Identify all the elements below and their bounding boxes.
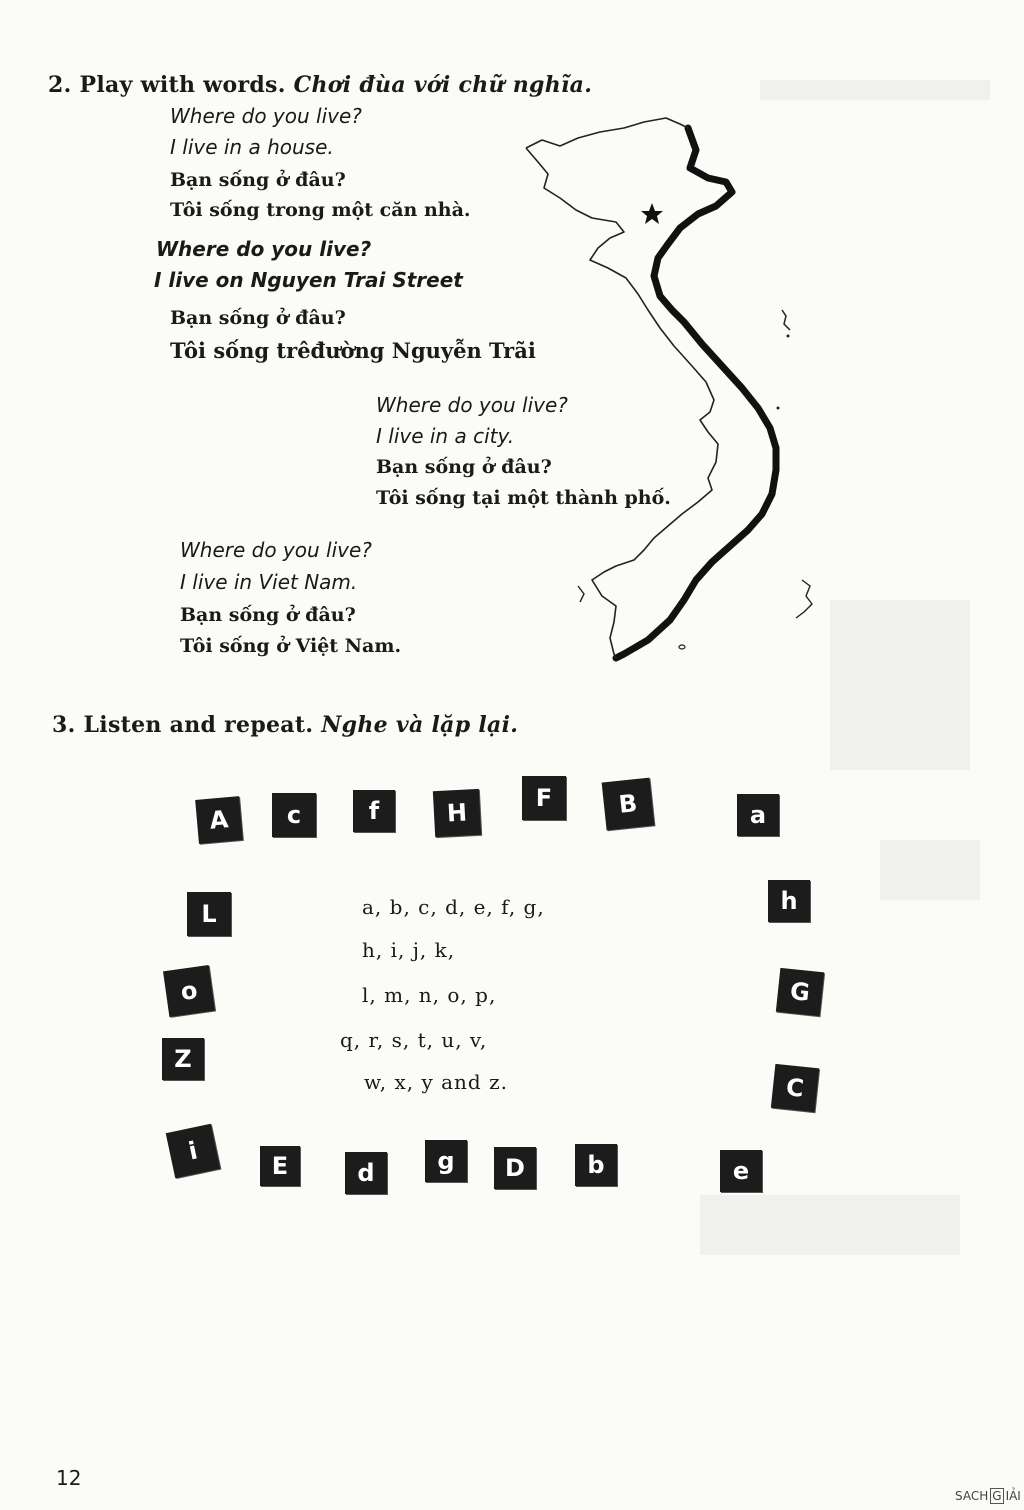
letter-tile: L [187, 892, 231, 936]
letter-tile: H [433, 789, 481, 837]
section-3-title-vi: Nghe và lặp lại. [321, 712, 519, 738]
section-2-title-en: 2. Play with words. [48, 72, 286, 98]
verse-4-question-vi: Bạn sống ở đâu? [180, 604, 356, 626]
letter-tile: D [494, 1147, 536, 1189]
letter-tile: h [768, 880, 810, 922]
letter-tile: B [602, 778, 655, 831]
verse-2-question: Where do you live? [156, 237, 372, 261]
bleed-through-area [880, 840, 980, 900]
section-2-heading [48, 72, 592, 98]
section-3-title-en: 3. Listen and repeat. [52, 712, 314, 738]
bleed-through-area [760, 80, 990, 100]
page-number: 12 [56, 1466, 82, 1490]
bleed-through-area [700, 1195, 960, 1255]
verse-3-question-vi: Bạn sống ở đâu? [376, 456, 552, 478]
letter-tile: Z [162, 1038, 204, 1080]
letter-tile: E [260, 1146, 300, 1186]
letter-tile: G [776, 968, 824, 1016]
verse-1-answer-vi: Tôi sống trong một căn nhà. [170, 199, 471, 221]
watermark-logo [955, 1488, 1021, 1504]
verse-1-answer: I live in a house. [170, 135, 334, 159]
alphabet-line: h, i, j, k, [362, 938, 456, 962]
letter-tile: b [575, 1144, 617, 1186]
watermark-right: IẢI [1005, 1489, 1021, 1503]
letter-tile: a [737, 794, 779, 836]
letter-tile: F [522, 776, 566, 820]
letter-tile: C [771, 1064, 819, 1112]
verse-4-question: Where do you live? [180, 538, 372, 562]
letter-tile: i [166, 1124, 221, 1179]
watermark-box: G [992, 1489, 1002, 1503]
letter-tile: f [353, 790, 395, 832]
letter-tile: o [163, 965, 215, 1017]
section-3-heading [52, 712, 518, 738]
alphabet-line: w, x, y and z. [364, 1070, 508, 1094]
verse-2-question-vi: Bạn sống ở đâu? [170, 307, 346, 329]
alphabet-line: q, r, s, t, u, v, [340, 1028, 488, 1052]
verse-3-answer-vi: Tôi sống tại một thành phố. [376, 487, 671, 509]
verse-1-question-vi: Bạn sống ở đâu? [170, 169, 346, 191]
bleed-through-area [830, 600, 970, 770]
section-2-title-vi: Chơi đùa với chữ nghĩa. [293, 72, 593, 98]
verse-4-answer: I live in Viet Nam. [180, 570, 358, 594]
alphabet-line: a, b, c, d, e, f, g, [362, 895, 545, 919]
letter-tile: e [720, 1150, 762, 1192]
verse-3-question: Where do you live? [376, 393, 568, 417]
verse-4-answer-vi: Tôi sống ở Việt Nam. [180, 635, 402, 657]
alphabet-line: l, m, n, o, p, [362, 983, 497, 1007]
letter-tile: A [195, 796, 243, 844]
letter-tile: g [425, 1140, 467, 1182]
verse-2-answer: I live on Nguyen Trai Street [154, 268, 463, 292]
watermark-left: SACH [955, 1489, 989, 1503]
vietnam-map-icon [520, 110, 820, 670]
letter-tile: c [272, 793, 316, 837]
verse-3-answer: I live in a city. [376, 424, 515, 448]
verse-1-question: Where do you live? [170, 104, 362, 128]
letter-tile: d [345, 1152, 387, 1194]
verse-2-answer-vi: Tôi sống trêđường Nguyễn Trãi [170, 338, 536, 363]
